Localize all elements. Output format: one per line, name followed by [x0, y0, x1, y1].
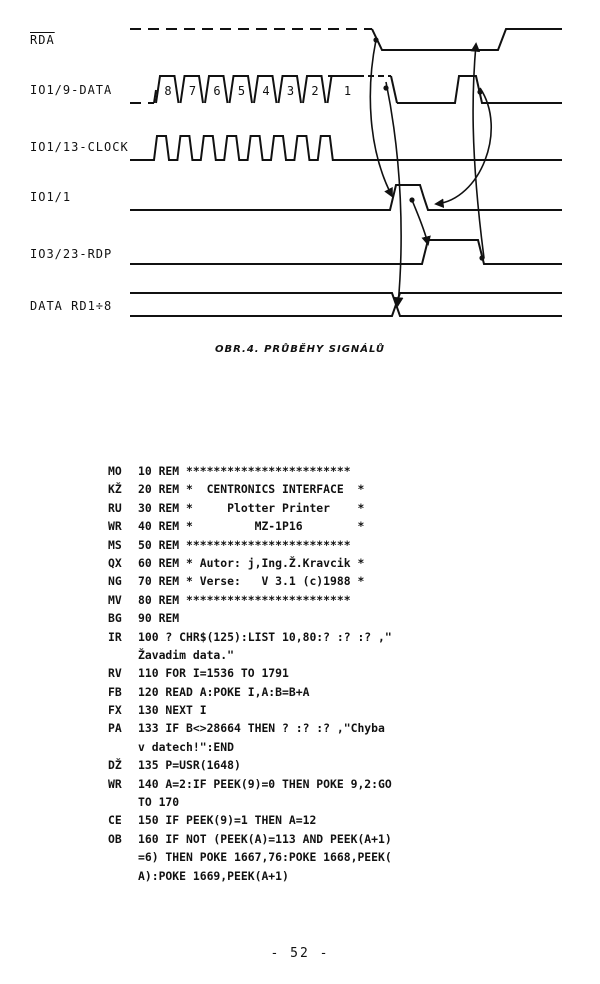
- code-text: 50 REM ************************: [138, 537, 351, 552]
- listing-line: [108, 499, 392, 517]
- checksum-code: RU: [108, 500, 122, 515]
- data-bit-label: 6: [213, 84, 221, 98]
- checksum-code: MS: [108, 537, 122, 552]
- checksum-code: FB: [108, 684, 122, 699]
- data-bit-label: 3: [286, 84, 295, 98]
- checksum-code: NG: [108, 574, 122, 589]
- code-text: TO 170: [138, 795, 180, 810]
- code-text: 60 REM * Autor: j,Ing.Ž.Kravcik *: [138, 555, 365, 570]
- data-bits-cells: [156, 76, 364, 103]
- listing-line: [108, 628, 392, 646]
- checksum-code: PA: [108, 721, 122, 736]
- data-bit-label: 2: [311, 84, 319, 98]
- code-text: v datech!":END: [138, 739, 235, 754]
- data-bit-label: 5: [237, 84, 246, 98]
- checksum-code: RV: [108, 666, 122, 681]
- io1-1-waveform: [130, 185, 562, 210]
- code-text: 70 REM * Verse: V 3.1 (c)1988 *: [138, 574, 365, 589]
- code-text: 130 NEXT I: [138, 703, 207, 718]
- listing-line: [108, 848, 392, 866]
- listing-line: [108, 793, 392, 811]
- signal-label-io1-13-clock: IO1/13-CLOCK: [30, 140, 129, 154]
- data-bit-label: 7: [188, 84, 197, 98]
- data-rd-waveform: [130, 293, 562, 316]
- rda-waveform: [130, 29, 562, 50]
- code-text: 90 REM: [138, 611, 180, 626]
- listing-line: [108, 775, 392, 793]
- checksum-code: OB: [108, 831, 122, 846]
- page-number: - 52 -: [270, 946, 330, 961]
- code-text: 20 REM * CENTRONICS INTERFACE *: [138, 482, 365, 497]
- code-text: 10 REM ************************: [138, 464, 351, 478]
- checksum-code: IR: [108, 629, 122, 644]
- basic-listing: [108, 462, 392, 885]
- causality-arrows: [370, 40, 491, 305]
- checksum-code: KŽ: [108, 482, 122, 497]
- checksum-code: WR: [108, 519, 122, 534]
- listing-line: [108, 738, 392, 756]
- code-text: 120 READ A:POKE I,A:B=B+A: [138, 684, 310, 699]
- signal-label-io1-1: IO1/1: [30, 190, 72, 204]
- checksum-code: BG: [108, 611, 122, 626]
- listing-line: [108, 554, 392, 572]
- signal-label-io1-9-data: IO1/9-DATA: [30, 83, 113, 97]
- listing-line: [108, 811, 392, 829]
- listing-line: [108, 517, 392, 535]
- signal-label-data-rd: DATA RD1÷8: [30, 299, 113, 313]
- listing-line: [108, 701, 392, 719]
- code-text: A):POKE 1669,PEEK(A+1): [138, 868, 289, 883]
- listing-line: [108, 683, 392, 701]
- checksum-code: QX: [108, 555, 122, 570]
- listing-line: [108, 572, 392, 590]
- listing-line: [108, 646, 392, 664]
- checksum-code: MV: [108, 592, 122, 607]
- code-text: 135 P=USR(1648): [138, 758, 241, 773]
- checksum-code: DŽ: [108, 758, 122, 773]
- listing-line: [108, 719, 392, 737]
- io3-23-rdp-waveform: [130, 240, 562, 264]
- listing-line: [108, 536, 392, 554]
- listing-line: [108, 830, 392, 848]
- code-text: 80 REM ************************: [138, 592, 351, 607]
- signal-label-rda: $\overline{RDA}$: [30, 33, 55, 47]
- listing-line: [108, 591, 392, 609]
- checksum-code: MO: [108, 464, 122, 478]
- listing-line: [108, 756, 392, 774]
- code-text: 140 A=2:IF PEEK(9)=0 THEN POKE 9,2:GO: [138, 776, 392, 791]
- signal-label-io3-23-rdp: IO3/23-RDP: [30, 247, 113, 261]
- clock-waveform: [130, 136, 562, 160]
- listing-line: [108, 867, 392, 885]
- code-text: 100 ? CHR$(125):LIST 10,80:? :? :? ,": [138, 629, 392, 644]
- figure-caption: OBR.4. PRŮBĚHY SIGNÁLŮ: [215, 344, 385, 355]
- code-text: 40 REM * MZ-1P16 *: [138, 519, 365, 534]
- listing-line: [108, 480, 392, 498]
- listing-line: [108, 609, 392, 627]
- code-text: 30 REM * Plotter Printer *: [138, 500, 365, 515]
- listing-line: [108, 664, 392, 682]
- code-text: Žavadim data.": [138, 647, 235, 662]
- code-text: 110 FOR I=1536 TO 1791: [138, 666, 289, 681]
- checksum-code: WR: [108, 776, 122, 791]
- data-bit-label: 8: [164, 84, 172, 98]
- timing-diagram: [0, 0, 600, 340]
- checksum-code: CE: [108, 813, 122, 828]
- code-text: 160 IF NOT (PEEK(A)=113 AND PEEK(A+1): [138, 831, 392, 846]
- code-text: 150 IF PEEK(9)=1 THEN A=12: [138, 813, 317, 828]
- checksum-code: FX: [108, 703, 122, 718]
- data-bit-label: 4: [262, 84, 270, 98]
- code-text: =6) THEN POKE 1667,76:POKE 1668,PEEK(: [138, 850, 392, 865]
- data-bit-label: 1: [343, 84, 352, 98]
- listing-line: [108, 462, 392, 480]
- code-text: 133 IF B<>28664 THEN ? :? :? ,"Chyba: [138, 721, 385, 736]
